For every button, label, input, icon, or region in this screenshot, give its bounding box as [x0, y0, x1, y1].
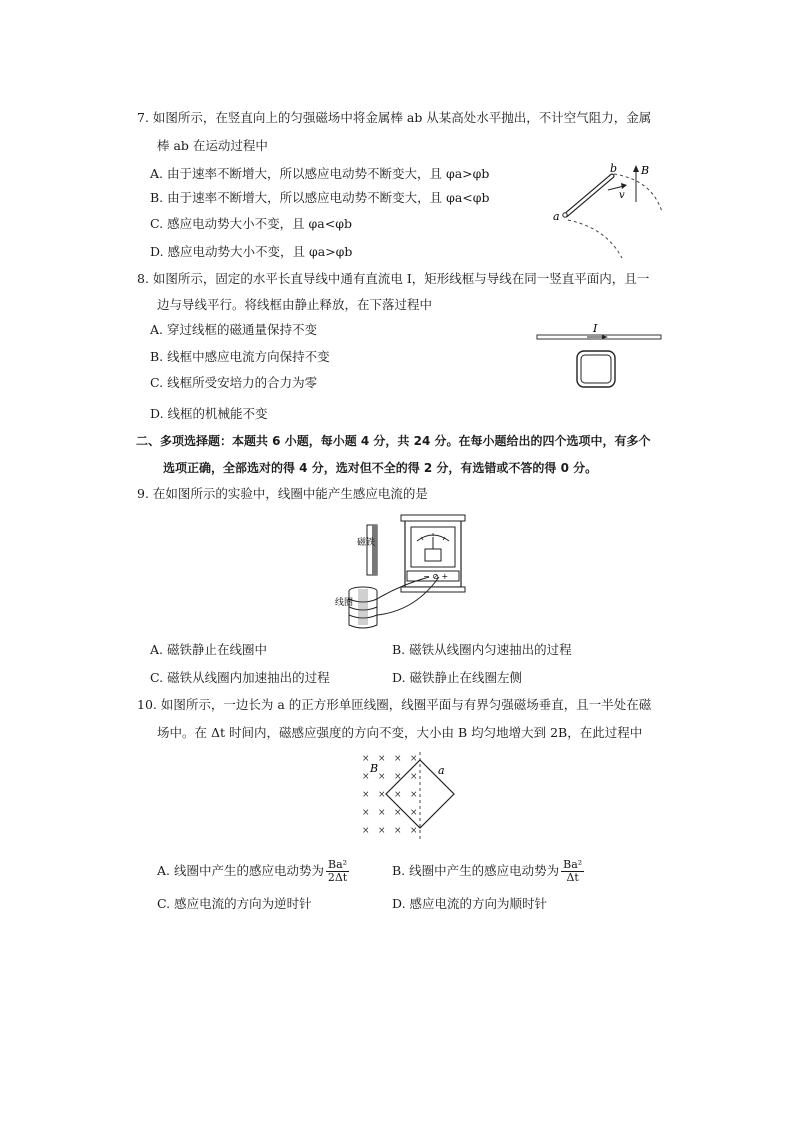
label-v: v: [619, 190, 625, 201]
q9-option-b: B. 磁铁从线圈内匀速抽出的过程: [392, 642, 572, 657]
q7-stem-line1: 7. 如图所示，在竖直向上的匀强磁场中将金属棒 ab 从某高处水平抛出，不计空气阻力，金属: [137, 110, 652, 125]
label-a: a: [553, 210, 560, 223]
q10-a-fraction: $\frac{\text{Ba²}}{2\Delta t}$: [327, 858, 348, 884]
q7-option-d: D. 感应电动势大小不变，且 φa>φb: [150, 244, 353, 259]
q8-wire-figure: [535, 318, 665, 393]
section2-title-line2: 选项正确，全部选对的得 4 分，选对但不全的得 2 分，有选错或不答的得 0 分。: [163, 461, 598, 475]
q7-option-a: A. 由于速率不断增大，所以感应电动势不断变大，且 φa>φb: [150, 166, 490, 181]
svg-text:×: ×: [362, 808, 370, 818]
svg-text:×: ×: [362, 790, 370, 800]
svg-text:×: ×: [394, 754, 402, 764]
q10-stem-line2: 场中。在 Δt 时间内，磁感应强度的方向不变，大小由 B 均匀地增大到 2B，在此过程中: [157, 725, 643, 740]
label-b: b: [610, 162, 618, 175]
q7-rod-figure: [548, 160, 668, 260]
svg-text:×: ×: [394, 790, 402, 800]
q10-b-fraction: $\frac{\text{Ba²}}{\Delta t}$: [563, 858, 583, 884]
q8-option-b: B. 线框中感应电流方向保持不变: [150, 349, 330, 364]
label-a: a: [438, 764, 445, 777]
q9-stem: 9. 在如图所示的实验中，线圈中能产生感应电流的是: [137, 486, 428, 501]
label-B: B: [641, 164, 650, 177]
q9-galvanometer-figure: [335, 515, 470, 630]
svg-text:×: ×: [410, 772, 418, 782]
q8-stem-line2: 边与导线平行。将线框由静止释放，在下落过程中: [157, 297, 433, 312]
svg-text:×: ×: [378, 808, 386, 818]
q7-option-c: C. 感应电动势大小不变，且 φa<φb: [150, 216, 352, 231]
q10-magnetic-field-figure: [358, 752, 468, 842]
q7-stem-line2: 棒 ab 在运动过程中: [157, 138, 268, 153]
section2-title-line1: 二、多项选择题：本题共 6 小题，每小题 4 分，共 24 分。在每小题给出的四个选项中，有多个: [136, 434, 651, 448]
coil-label: 线圈: [335, 598, 354, 608]
q10-option-d: D. 感应电流的方向为顺时针: [392, 896, 548, 911]
svg-text:×: ×: [410, 826, 418, 836]
q10-stem-line1: 10. 如图所示，一边长为 a 的正方形单匝线圈，线圈平面与有界匀强磁场垂直，且一半处在磁: [137, 697, 652, 712]
label-I: I: [593, 322, 598, 335]
q10-option-c: C. 感应电流的方向为逆时针: [157, 896, 312, 911]
q8-option-d: D. 线框的机械能不变: [150, 406, 268, 421]
q7-option-b: B. 由于速率不断增大，所以感应电动势不断变大，且 φa<φb: [150, 190, 490, 205]
svg-text:×: ×: [394, 808, 402, 818]
q9-option-d: D. 磁铁静止在线圈左侧: [392, 670, 523, 685]
wire-frame: [577, 351, 615, 387]
svg-text:− ⊘ +: − ⊘ +: [423, 572, 449, 581]
q9-option-a: A. 磁铁静止在线圈中: [150, 642, 267, 657]
svg-text:×: ×: [362, 772, 370, 782]
svg-text:×: ×: [378, 772, 386, 782]
svg-text:×: ×: [378, 754, 386, 764]
trajectory-a: [568, 220, 622, 258]
svg-text:×: ×: [394, 826, 402, 836]
svg-text:×: ×: [362, 754, 370, 764]
svg-text:×: ×: [394, 772, 402, 782]
svg-text:×: ×: [410, 790, 418, 800]
q10-option-b: B. 线圈中产生的感应电动势为 $\frac{\text{Ba²}}{\Delta t}$: [392, 858, 583, 884]
q10-option-a: A. 线圈中产生的感应电动势为 $\frac{\text{Ba²}}{2\Delta t}$: [157, 858, 348, 884]
svg-text:×: ×: [378, 790, 386, 800]
q9-option-c: C. 磁铁从线圈内加速抽出的过程: [150, 670, 330, 685]
q8-stem-line1: 8. 如图所示，固定的水平长直导线中通有直流电 I，矩形线框与导线在同一竖直平面内，且一: [137, 271, 650, 286]
svg-text:×: ×: [410, 808, 418, 818]
label-B: B: [370, 762, 379, 775]
q8-option-a: A. 穿过线框的磁通量保持不变: [150, 322, 317, 337]
svg-text:×: ×: [410, 754, 418, 764]
q8-option-c: C. 线框所受安培力的合力为零: [150, 375, 318, 390]
magnet-label: 磁铁: [357, 538, 376, 548]
svg-text:×: ×: [378, 826, 386, 836]
velocity-arrow: [621, 183, 627, 189]
field-arrow: [633, 165, 639, 172]
svg-text:×: ×: [362, 826, 370, 836]
